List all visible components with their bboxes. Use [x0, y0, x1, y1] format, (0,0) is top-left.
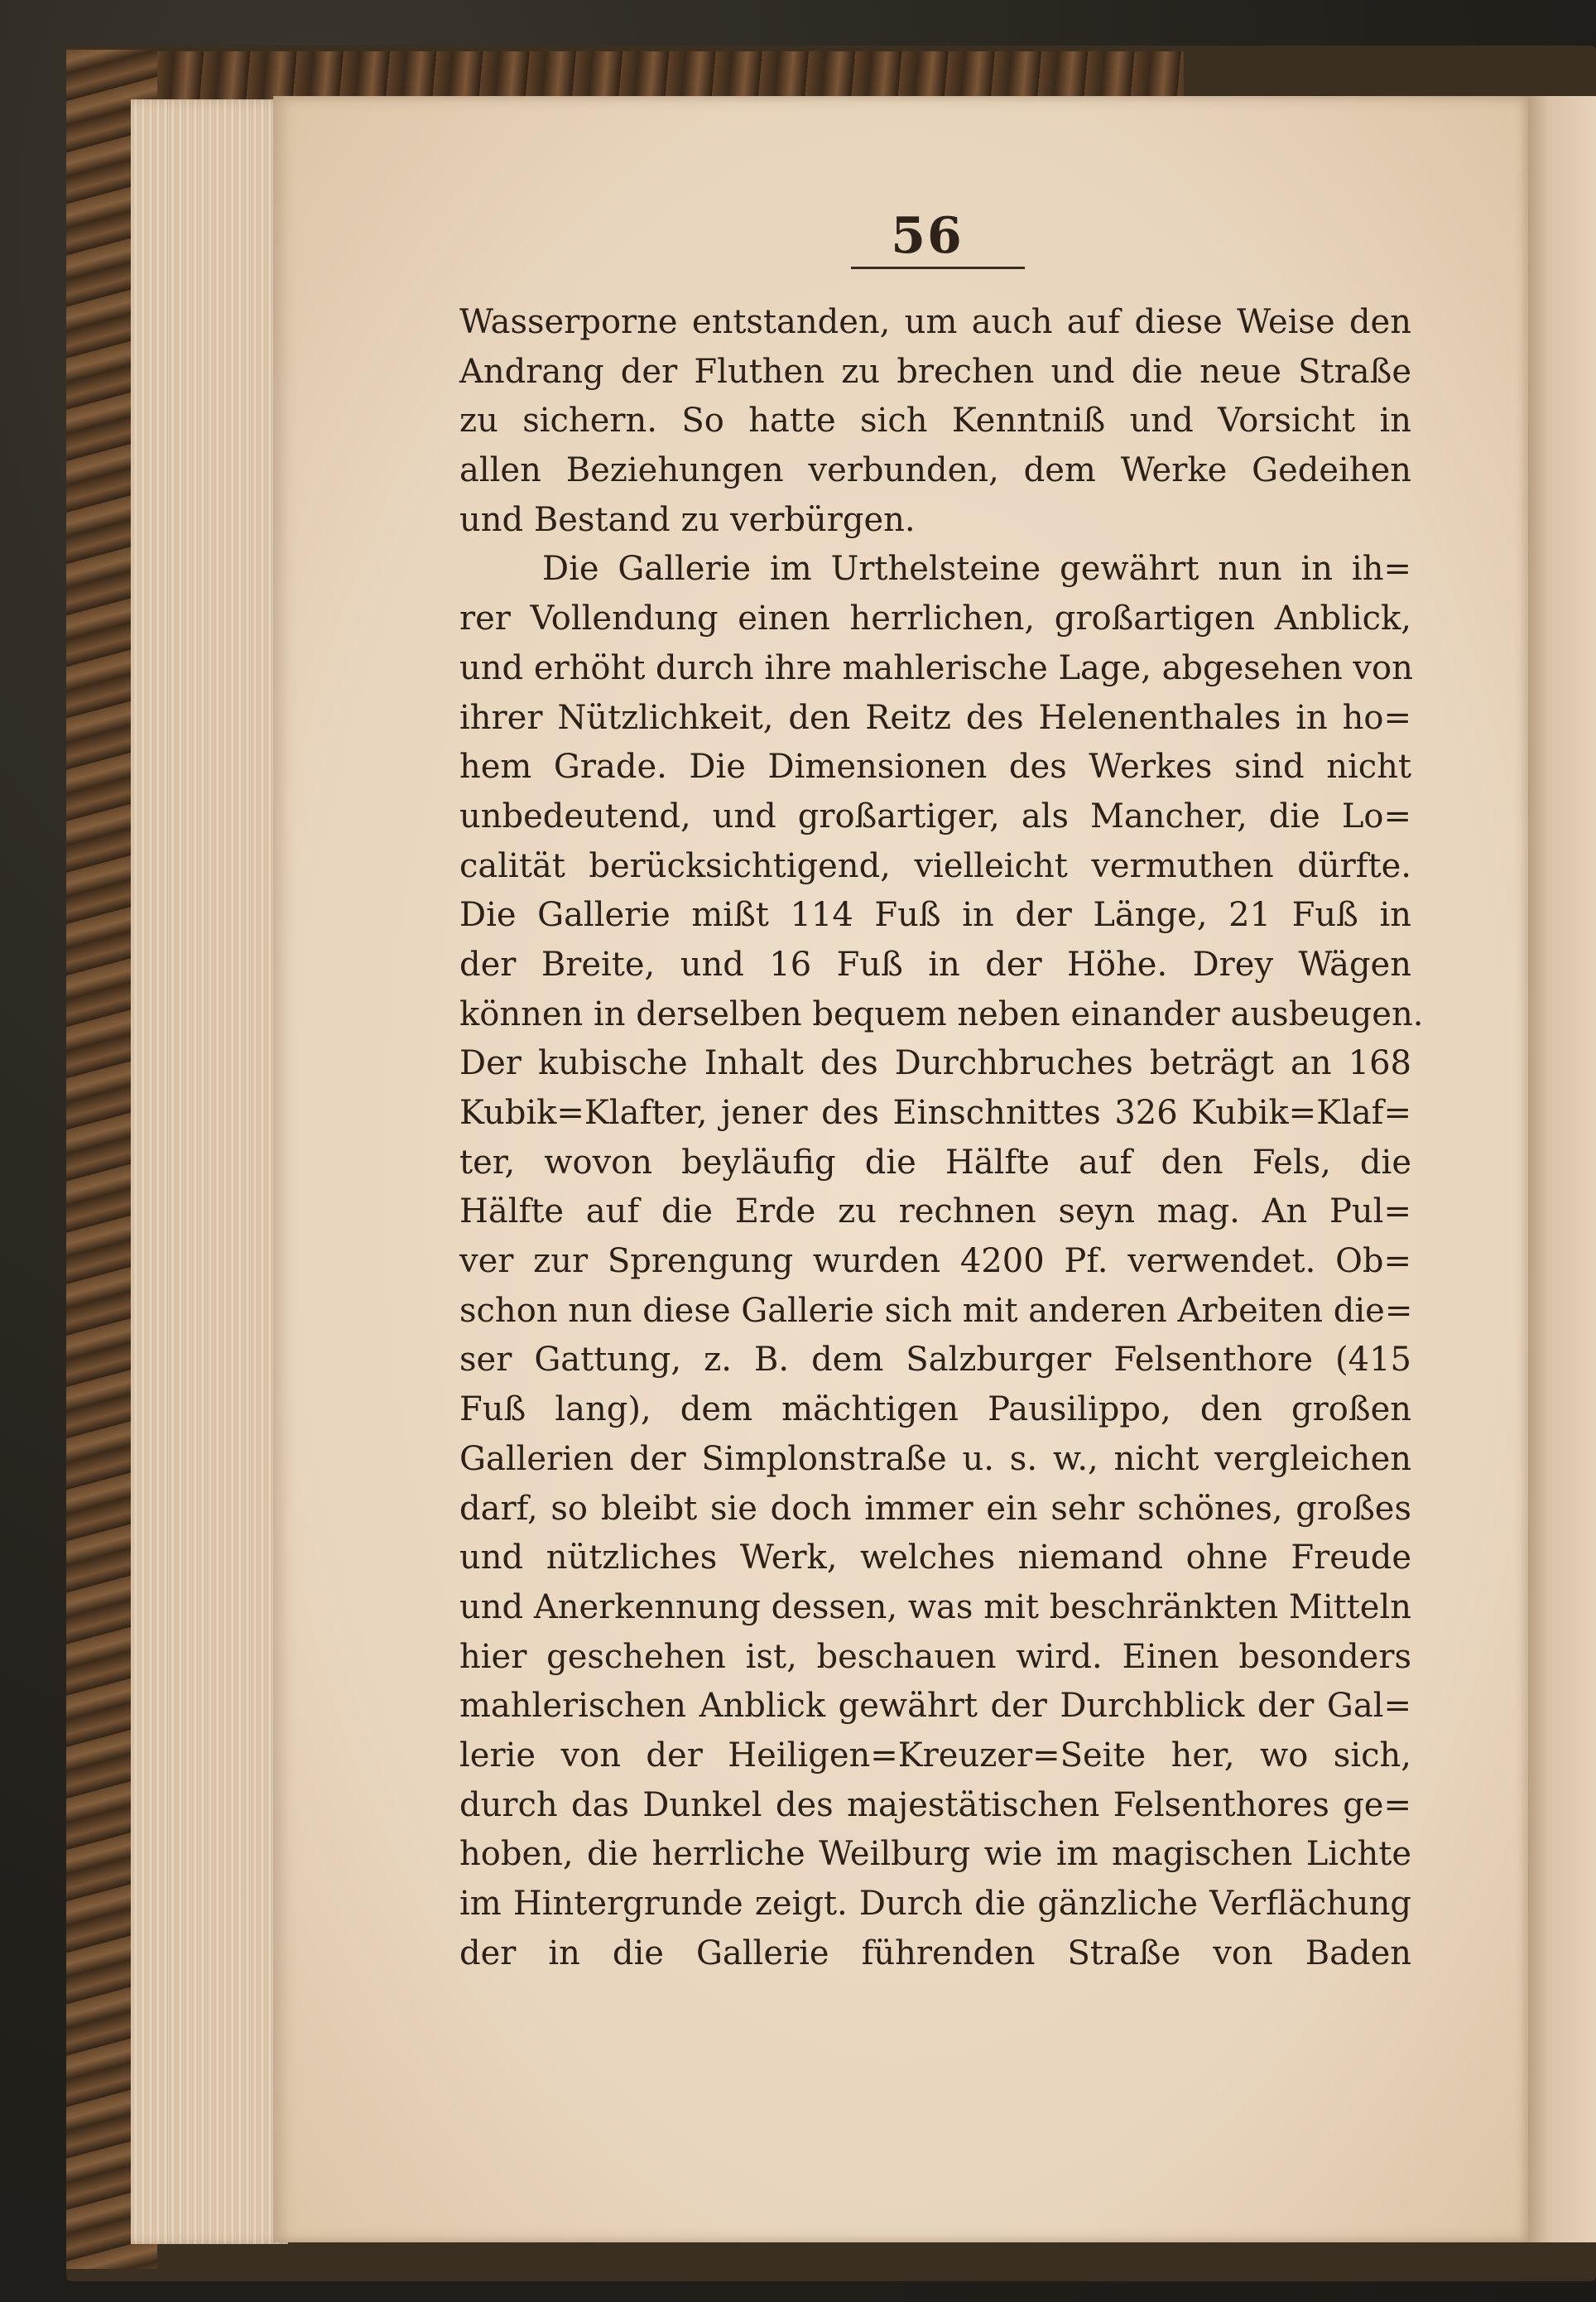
text-line: Der kubische Inhalt des Durchbruches beträgt an 168: [459, 1044, 1411, 1083]
facing-page-edge: [1528, 96, 1596, 2242]
text-line: mahlerischen Anblick gewährt der Durchblick der Gal=: [459, 1687, 1411, 1726]
text-line: ihrer Nützlichkeit, den Reitz des Helenenthales in ho=: [459, 698, 1411, 737]
text-line: Wasserporne entstanden, um auch auf diese Weise den: [459, 303, 1411, 341]
page-number-rule: [851, 267, 1025, 269]
text-line: ter, wovon beyläufig die Hälfte auf den Fels, die: [459, 1143, 1411, 1182]
body-text: [459, 298, 1424, 1978]
text-line: lerie von der Heiligen=Kreuzer=Seite her, wo sich,: [459, 1736, 1411, 1775]
text-line: allen Beziehungen verbunden, dem Werke Gedeihen: [459, 451, 1411, 490]
text-line: rer Vollendung einen herrlichen, großartigen Anblick,: [459, 600, 1411, 638]
text-line: Fuß lang), dem mächtigen Pausilippo, den großen: [459, 1390, 1411, 1429]
text-line: und erhöht durch ihre mahlerische Lage, abgesehen von: [459, 648, 1413, 687]
text-line: durch das Dunkel des majestätischen Felsenthores ge=: [459, 1785, 1411, 1824]
text-line: Andrang der Fluthen zu brechen und die neue Straße: [459, 352, 1411, 391]
text-line: schon nun diese Gallerie sich mit anderen Arbeiten die=: [459, 1291, 1413, 1330]
text-line: Hälfte auf die Erde zu rechnen seyn mag. An Pul=: [459, 1192, 1411, 1231]
text-line: zu sichern. So hatte sich Kenntniß und Vorsicht in: [459, 402, 1411, 441]
text-line: hem Grade. Die Dimensionen des Werkes sind nicht: [459, 748, 1411, 787]
page-edges: [131, 99, 288, 2244]
page-number: 56: [891, 207, 964, 265]
text-line: und nützliches Werk, welches niemand ohne Freude: [459, 1539, 1411, 1577]
text-line: unbedeutend, und großartiger, als Mancher, die Lo=: [459, 797, 1411, 836]
text-line: hier geschehen ist, beschauen wird. Einen besonders: [459, 1637, 1411, 1676]
text-line: ser Gattung, z. B. dem Salzburger Felsenthore (415: [459, 1341, 1411, 1380]
text-line: calität berücksichtigend, vielleicht vermuthen dürfte.: [459, 846, 1411, 885]
text-line: Kubik=Klafter, jener des Einschnittes 326 Kubik=Klaf=: [459, 1094, 1411, 1132]
marbled-cover-top: [157, 51, 1184, 101]
text-line: und Anerkennung dessen, was mit beschränkten Mitteln: [459, 1587, 1411, 1626]
text-line: im Hintergrunde zeigt. Durch die gänzliche Verflächung: [459, 1885, 1411, 1923]
text-line: der Breite, und 16 Fuß in der Höhe. Drey Wägen: [459, 945, 1411, 984]
text-line: hoben, die herrliche Weilburg wie im magischen Lichte: [459, 1835, 1411, 1874]
text-line: darf, so bleibt sie doch immer ein sehr schönes, großes: [459, 1489, 1411, 1528]
text-line: Die Gallerie im Urthelsteine gewährt nun in ih=: [542, 550, 1411, 589]
text-line: Die Gallerie mißt 114 Fuß in der Länge, 21 Fuß in: [459, 896, 1411, 935]
text-line: ver zur Sprengung wurden 4200 Pf. verwendet. Ob=: [459, 1242, 1411, 1281]
text-line: und Bestand zu verbürgen.: [459, 500, 916, 539]
text-line: der in die Gallerie führenden Straße von Baden: [459, 1934, 1411, 1972]
text-line: können in derselben bequem neben einander ausbeugen.: [459, 994, 1424, 1033]
text-line: Gallerien der Simplonstraße u. s. w., nicht vergleichen: [459, 1439, 1411, 1478]
